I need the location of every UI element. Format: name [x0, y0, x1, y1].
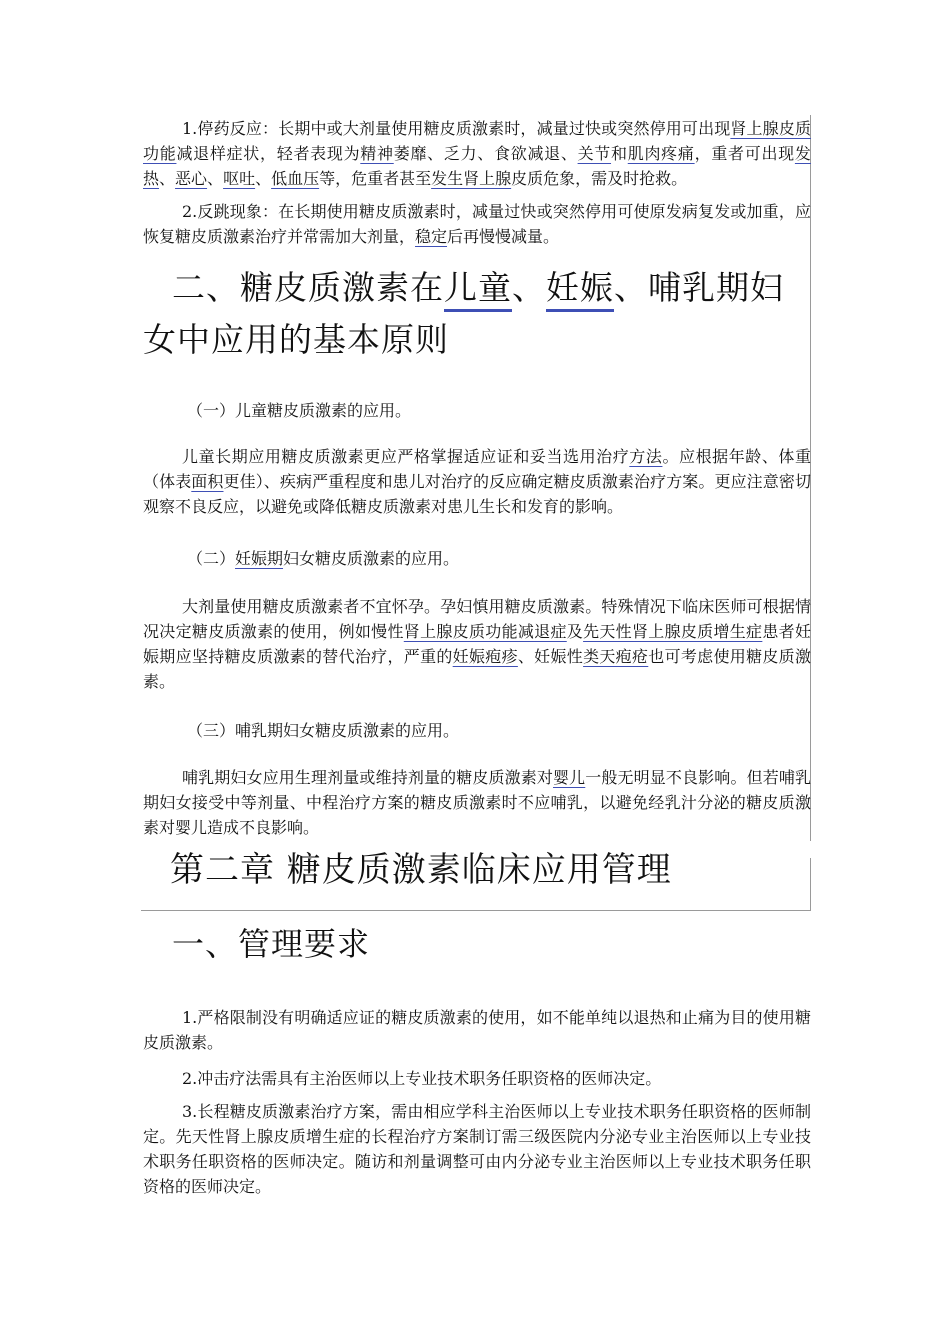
- chapter-box-bottom-border: [141, 910, 811, 911]
- subheading-lactation: （三）哺乳期妇女糖皮质激素的应用。: [187, 721, 460, 740]
- chapter-title: 第二章 糖皮质激素临床应用管理: [170, 850, 672, 890]
- section-heading-children-pregnancy: 二、糖皮质激素在儿童、妊娠、哺乳期妇女中应用的基本原则: [143, 268, 784, 359]
- paragraph-children: 儿童长期应用糖皮质激素更应严格掌握适应证和妥当选用治疗方法。应根据年龄、体重（体表面积更佳）、疾病严重程度和患儿对治疗的反应确定糖皮质激素治疗方案。更应注意密切观察不良反应，以避免或降低糖皮质激素对患儿生长和发育的影响。: [143, 447, 811, 516]
- paragraph-withdrawal-reaction: 1.停药反应：长期中或大剂量使用糖皮质激素时，减量过快或突然停用可出现肾上腺皮质功能减退样症状，轻者表现为精神萎靡、乏力、食欲减退、关节和肌肉疼痛，重者可出现发热、恶心、呕吐、低血压等，危重者甚至发生肾上腺皮质危象，需及时抢救。: [143, 119, 811, 188]
- paragraph-pregnancy: 大剂量使用糖皮质激素者不宜怀孕。孕妇慎用糖皮质激素。特殊情况下临床医师可根据情况决定糖皮质激素的使用，例如慢性肾上腺皮质功能减退症及先天性肾上腺皮质增生症患者妊娠期应坚持糖皮质激素的替代治疗，严重的妊娠疱疹、妊娠性类天疱疮也可考虑使用糖皮质激素。: [143, 597, 811, 691]
- subheading-children: （一）儿童糖皮质激素的应用。: [187, 401, 412, 420]
- paragraph-requirement-3: 3.长程糖皮质激素治疗方案，需由相应学科主治医师以上专业技术职务任职资格的医师制定。先天性肾上腺皮质增生症的长程治疗方案制订需三级医院内分泌专业主治医师以上专业技术职务任职资格的医师决定。随访和剂量调整可由内分泌专业主治医师以上专业技术职务任职资格的医师决定。: [143, 1102, 811, 1196]
- paragraph-lactation: 哺乳期妇女应用生理剂量或维持剂量的糖皮质激素对婴儿一般无明显不良影响。但若哺乳期妇女接受中等剂量、中程治疗方案的糖皮质激素时不应哺乳，以避免经乳汁分泌的糖皮质激素对婴儿造成不良影响。: [143, 768, 811, 837]
- paragraph-requirement-1: 1.严格限制没有明确适应证的糖皮质激素的使用，如不能单纯以退热和止痛为目的使用糖皮质激素。: [143, 1008, 811, 1052]
- paragraph-requirement-2: 2.冲击疗法需具有主治医师以上专业技术职务任职资格的医师决定。: [182, 1069, 662, 1088]
- section-heading-management: 一、管理要求: [172, 925, 371, 963]
- paragraph-rebound: 2.反跳现象：在长期使用糖皮质激素时，减量过快或突然停用可使原发病复发或加重，应恢复糖皮质激素治疗并常需加大剂量，稳定后再慢慢减量。: [143, 202, 811, 246]
- subheading-pregnancy: （二）妊娠期妇女糖皮质激素的应用。: [187, 549, 460, 568]
- chapter-box-right-border: [810, 858, 811, 910]
